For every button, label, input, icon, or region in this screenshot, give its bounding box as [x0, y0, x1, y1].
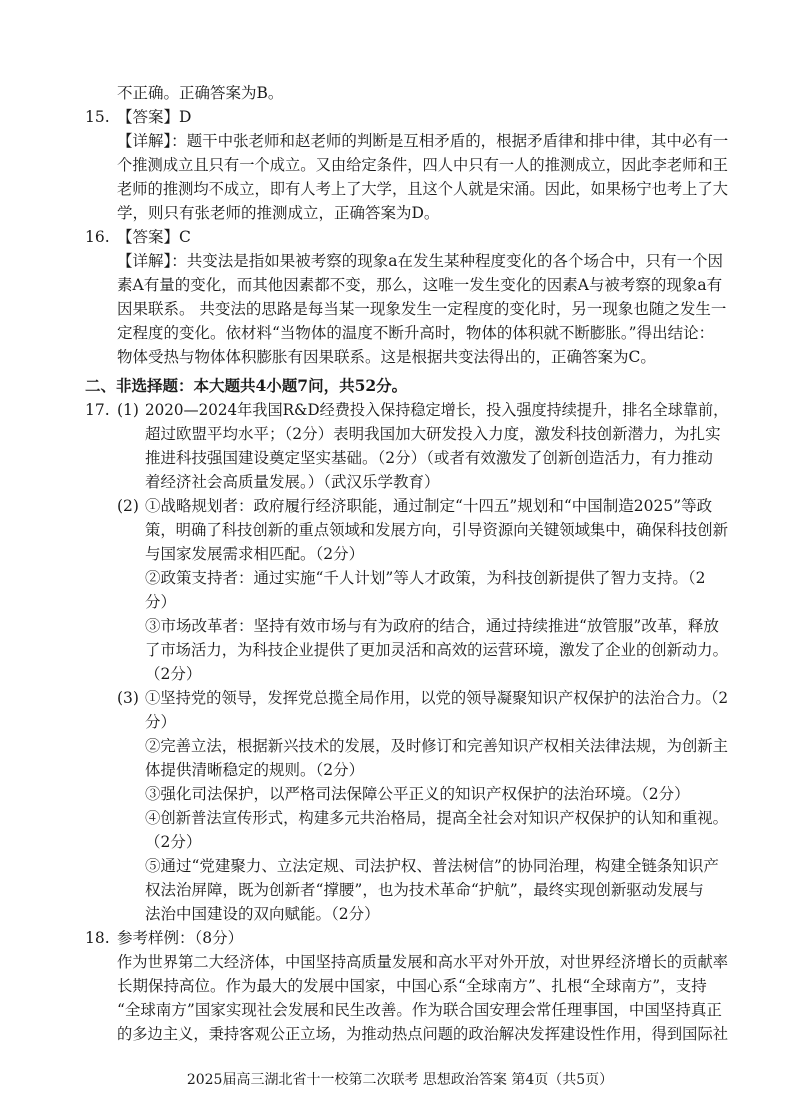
q17-part2-line: 策，明确了科技创新的重点领域和发展方向，引导资源向关键领域集中，确保科技创新 [145, 521, 729, 539]
q15-detail-line: 【详解】：题干中张老师和赵老师的判断是互相矛盾的，根据矛盾律和排中律，其中必有一 [117, 132, 729, 150]
q17-part3-line: 权法治屏障，既为创新者“撑腰”，也为技术革命“护航”，最终实现创新驱动发展与 [145, 881, 704, 899]
q15-answer: 【答案】D [117, 108, 192, 126]
section-heading: 二、非选择题：本大题共4小题7问，共52分。 [85, 376, 408, 395]
q17-part2-line: 了市场活力，为科技企业提供了更加灵活和高效的运营环境，激发了企业的创新动力。 [145, 641, 729, 659]
q17-part1-line: 推进科技强国建设奠定坚实基础。（2分）（或者有效激发了创新创造活力，有力推动 [145, 449, 713, 467]
q16-number: 16. [85, 228, 110, 246]
q18-label: 参考样例：（8分） [117, 929, 244, 947]
q17-part1-line: 着经济社会高质量发展。）（武汉乐学教育） [145, 473, 440, 491]
q17-part3-line: ②完善立法，根据新兴技术的发展，及时修订和完善知识产权相关法律法规，为创新主 [145, 737, 729, 755]
q16-detail-line: 【详解】：共变法是指如果被考察的现象a在发生某种程度变化的各个场合中，只有一个因 [117, 252, 723, 270]
q17-part3-line: ④创新普法宣传形式，构建多元共治格局，提高全社会对知识产权保护的认知和重视。 [145, 809, 729, 827]
q17-part3-line: 体提供清晰稳定的规则。（2分） [145, 761, 365, 779]
q18-body-line: 长期保持高位。作为最大的发展中国家，中国心系“全球南方”、扎根“全球南方”，支持 [117, 977, 707, 995]
q15-detail-line: 老师的推测均不成立，即有人考上了大学，且这个人就是宋涌。因此，如果杨宁也考上了大 [117, 180, 729, 198]
q18-number: 18. [85, 929, 110, 947]
q15-detail-line: 学，则只有张老师的推测成立，正确答案为D。 [117, 204, 440, 222]
q17-part1-line: 2020—2024年我国R&D经费投入保持稳定增长，投入强度持续提升，排名全球靠前， [145, 401, 729, 419]
q16-detail-line: 物体受热与物体体积膨胀有因果联系。这是根据共变法得出的，正确答案为C。 [117, 348, 656, 366]
q16-detail-line: 素A有量的变化，而其他因素都不变，那么，这唯一发生变化的因素A与被考察的现象a有 [117, 276, 723, 294]
q17-part2-line: （2分） [145, 665, 202, 683]
q18-body-line: 作为世界第二大经济体，中国坚持高质量发展和高水平对外开放，对世界经济增长的贡献率 [117, 953, 729, 971]
q17-part1-label: (1) [117, 401, 139, 419]
q15-number: 15. [85, 108, 110, 126]
q16-detail-line: 因果联系。 共变法的思路是每当某一现象发生一定程度的变化时，另一现象也随之发生一 [117, 300, 727, 318]
q17-part2-line: ②政策支持者：通过实施“千人计划”等人才政策，为科技创新提供了智力支持。（2 [145, 569, 706, 587]
q17-part3-line: ①坚持党的领导，发挥党总揽全局作用，以党的领导凝聚知识产权保护的法治合力。（2 [145, 689, 729, 707]
q18-body-line: 的多边主义，秉持客观公正立场，为推动热点问题的政治解决发挥建设性作用，得到国际社 [117, 1025, 729, 1043]
q17-part1-line: 超过欧盟平均水平；（2分）表明我国加大研发投入力度，激发科技创新潜力，为扎实 [145, 425, 721, 443]
q17-part3-line: （2分） [145, 833, 202, 851]
q15-detail-line: 个推测成立且只有一个成立。又由给定条件，四人中只有一人的推测成立，因此李老师和王 [117, 156, 729, 174]
q18-body-line: “全球南方”国家实现社会发展和民生改善。作为联合国安理会常任理事国，中国坚持真正 [117, 1001, 722, 1019]
carryover-line: 不正确。正确答案为B。 [117, 84, 284, 102]
q16-detail-line: 定程度的变化。依材料“当物体的温度不断升高时，物体的体积就不断膨胀。”得出结论： [117, 324, 715, 342]
q17-part3-line: 分） [145, 713, 177, 731]
q17-part2-line: 与国家发展需求相匹配。（2分） [145, 545, 365, 563]
q17-number: 17. [85, 401, 110, 419]
q16-answer: 【答案】C [117, 228, 191, 246]
q17-part3-line: ③强化司法保护，以严格司法保障公平正义的知识产权保护的法治环境。（2分） [145, 785, 690, 803]
q17-part2-line: ①战略规划者：政府履行经济职能，通过制定“十四五”规划和“中国制造2025”等政 [145, 497, 713, 515]
q17-part2-line: ③市场改革者：坚持有效市场与有为政府的结合，通过持续推进“放管服”改革，释放 [145, 617, 719, 635]
q17-part3-line: 法治中国建设的双向赋能。（2分） [145, 905, 380, 923]
q17-part2-line: 分） [145, 593, 177, 611]
q17-part2-label: (2) [117, 497, 139, 515]
q17-part3-line: ⑤通过“党建聚力、立法定规、司法护权、普法树信”的协同治理，构建全链条知识产 [145, 857, 719, 875]
q17-part3-label: (3) [117, 689, 139, 707]
page-footer: 2025届高三湖北省十一校第二次联考 思想政治答案 第4页（共5页） [186, 1072, 614, 1088]
